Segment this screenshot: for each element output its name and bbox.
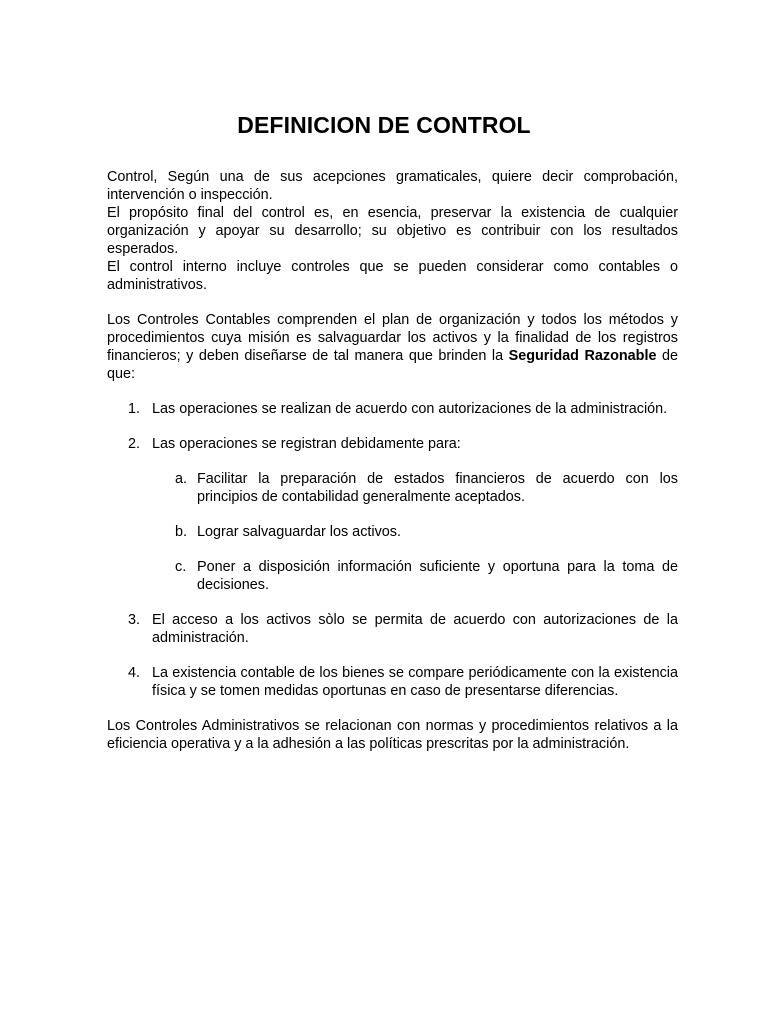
accounting-controls-text: Los Controles Contables comprenden el plan de organización y todos los métodos y procedimientos cuya misión es salvaguardar los activos y la finalidad de los registros financieros; y deben diseñarse de tal manera que brinden la <box>107 312 678 364</box>
list-item <box>107 664 678 700</box>
sublist-item-text: Lograr salvaguardar los activos. <box>197 524 401 540</box>
sublist-item-letter: b. <box>175 524 188 540</box>
reasonable-assurance-term: Seguridad Razonable <box>508 348 657 364</box>
list-item-number: 3. <box>128 612 141 628</box>
list-item-text: El acceso a los activos sòlo se permita de acuerdo con autorizaciones de la administración. <box>152 612 678 646</box>
list-item-text: La existencia contable de los bienes se compare periódicamente con la existencia física y se tomen medidas oportunas en caso de presentarse diferencias. <box>152 665 678 699</box>
paragraph-administrative-controls: Los Controles Administrativos se relacionan con normas y procedimientos relativos a la eficiencia operativa y a la adhesión a las políticas prescritas por la administración. <box>107 718 678 752</box>
list-item <box>107 611 678 647</box>
list-item-number: 4. <box>128 665 141 681</box>
numbered-list <box>107 400 678 700</box>
sublist-item-letter: a. <box>175 471 188 487</box>
sublist-item <box>107 558 678 594</box>
sublist-item <box>107 523 678 541</box>
list-item-number: 2. <box>128 436 141 452</box>
list-item-number: 1. <box>128 401 141 417</box>
accounting-controls-ending: de que: <box>107 348 678 382</box>
document-title: DEFINICION DE CONTROL <box>237 112 531 138</box>
document-body <box>107 168 678 753</box>
list-item-text: Las operaciones se registran debidamente para: <box>152 436 461 452</box>
sublist-item-text: Poner a disposición información suficiente y oportuna para la toma de decisiones. <box>197 559 678 593</box>
sublist-item-text: Facilitar la preparación de estados financieros de acuerdo con los principios de contabilidad generalmente aceptados. <box>197 471 678 505</box>
list-item <box>107 435 678 453</box>
sublist-item <box>107 470 678 506</box>
sublist-item-letter: c. <box>175 559 187 575</box>
paragraph-accounting-controls <box>107 311 678 383</box>
list-item-text: Las operaciones se realizan de acuerdo con autorizaciones de la administración. <box>152 401 668 417</box>
paragraph-purpose: El propósito final del control es, en esencia, preservar la existencia de cualquier organización y apoyar su desarrollo; su objetivo es contribuir con los resultados esperados. <box>107 205 678 257</box>
paragraph-internal-control: El control interno incluye controles que se pueden considerar como contables o administrativos. <box>107 259 678 293</box>
list-item <box>107 400 678 418</box>
paragraph-definition: Control, Según una de sus acepciones gramaticales, quiere decir comprobación, intervención o inspección. <box>107 169 678 203</box>
